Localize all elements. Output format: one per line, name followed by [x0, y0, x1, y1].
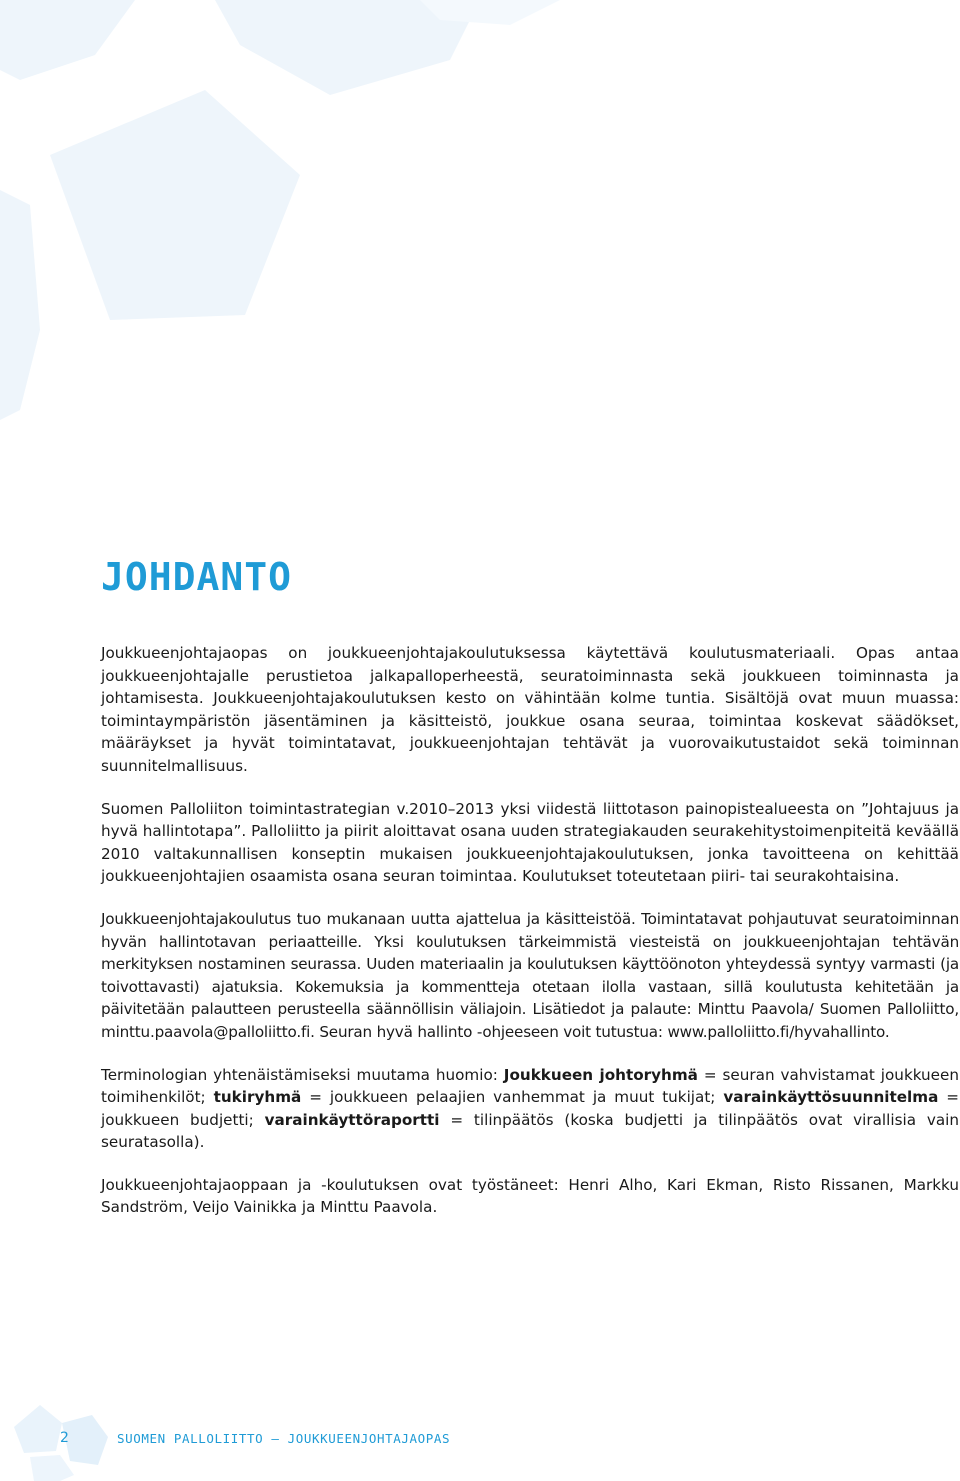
paragraph-authors: Joukkueenjohtajaoppaan ja -koulutuksen ovat työstäneet: Henri Alho, Kari Ekman, Risto Rissanen, Markku Sandström, Veijo Vainikka ja Minttu Paavola. — [101, 1175, 959, 1217]
terminology-text: Terminologian yhtenäistämiseksi muutama huomio: — [101, 1065, 504, 1084]
decorative-pentagon-footer-bottom — [30, 1455, 74, 1481]
term-tukiryhma: tukiryhmä — [213, 1088, 302, 1107]
term-varainkayttosuunnitelma: varainkäyttösuunnitelma — [723, 1088, 939, 1107]
paragraph-feedback: Joukkueenjohtajakoulutus tuo mukanaan uutta ajattelua ja käsitteistöä. Toimintatavat pohjautuvat seuratoiminnan hyvän hallintotavan periaatteille. Yksi koulutuksen tärkeimmistä viesteistä on joukkueenjohtajan tehtävän merkityksen nostaminen seurassa. Uuden materiaalin ja koulutuksen käyttöönoton yhteydessä syntyy varmasti (ja toivottavasti) ajatuksia. Kokemuksia ja kommentteja otetaan ilolla vastaan, sillä koulutusta kehitetään ja päivitetään palautteen perusteella säännöllisin väliajoin. Lisätiedot ja palaute: Minttu Paavola/ Suomen Palloliitto, minttu.paavola@palloliitto.fi. Seuran hyvä hallinto -ohjeeseen voit tutustua: www.palloliitto.fi/hyvahallinto. — [101, 909, 959, 1041]
decorative-pentagon-top-left — [0, 0, 135, 80]
paragraph-intro: Joukkueenjohtajaopas on joukkueenjohtajakoulutuksessa käytettävä koulutusmateriaali. Opas antaa joukkueenjohtajalle perustietoa jalkapalloperheestä, seuratoiminnasta sekä joukkueen toiminnasta ja johtamisesta. Joukkueenjohtajakoulutuksen kesto on vähintään kolme tuntia. Sisältöjä ovat muun muassa: toimintaympäristön jäsentäminen ja käsitteistö, joukkue osana seuraa, toimintaa koskevat säädökset, määräykset ja hyvät toimintatavat, joukkueenjohtajan tehtävät ja vuorovaikutustaidot sekä toiminnan suunnitelmallisuus. — [101, 644, 959, 775]
header-decoration — [0, 0, 960, 470]
decorative-pentagon-center — [50, 90, 300, 320]
term-varainkayttoraportti: varainkäyttöraportti — [264, 1110, 440, 1129]
terminology-text: = joukkueen pelaajien vanhemmat ja muut tukijat; — [301, 1088, 724, 1107]
terminology-text: = tilinpäätös (koska budjetti ja tilinpäätös ovat virallisia vain seuratasolla). — [101, 1110, 959, 1152]
decorative-pentagon-left — [0, 190, 40, 420]
paragraph-strategy: Suomen Palloliiton toimintastrategian v.2010–2013 yksi viidestä liittotason painopistealueesta on ”Johtajuus ja hyvä hallintotapa”. Palloliitto ja piirit aloittavat osana uuden strategiakauden seurakehitystoimenpiteitä keväällä 2010 valtakunnallisen konseptin mukaisen joukkueenjohtajakoulutuksen, jonka tavoitteena on kehittää joukkueenjohtajien osaamista osana seuran toimintaa. Koulutukset toteutetaan piiri- tai seurakohtaisina. — [101, 799, 959, 886]
paragraph-terminology — [101, 1064, 959, 1154]
terminology-text: = seuran vahvistamat joukkueen toimihenkilöt; — [101, 1065, 959, 1107]
page-number: 2 — [60, 1430, 69, 1446]
footer-title: SUOMEN PALLOLIITTO — JOUKKUEENJOHTAJAOPAS — [117, 1431, 451, 1446]
page-title: JOHDANTO — [101, 555, 293, 599]
term-johtoryhma: Joukkueen johtoryhmä — [503, 1065, 698, 1084]
terminology-text: = joukkueen budjetti; — [101, 1088, 959, 1129]
decorative-pentagon-footer-left — [14, 1405, 62, 1453]
body-text — [101, 642, 959, 1239]
